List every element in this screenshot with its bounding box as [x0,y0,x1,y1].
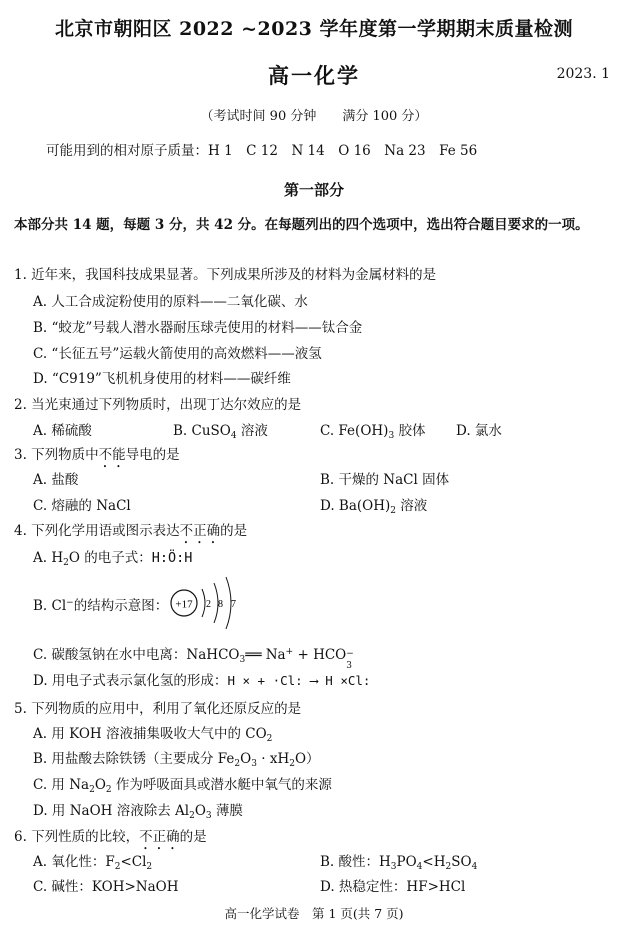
question-1-option-d: D. “C919”飞机机身使用的材料——碳纤维 [33,371,291,387]
question-3-stem: 3. 下列物质中不能导电的是 [14,447,180,463]
nucleus-charge: +17 [175,598,193,611]
chloride-structure-diagram [168,573,248,633]
question-5-option-d: D. 用 NaOH 溶液除去 $Al_2O_3$ 薄膜 [33,803,243,821]
question-4-option-d: D. 用电子式表示氯化氢的形成：H × + ·Cl: ⟶ H ×Cl: [33,673,371,689]
question-3-option-d: D. $Ba(OH)_2$ 溶液 [320,498,428,516]
section-instructions: 本部分共 14 题，每题 3 分，共 42 分。在每题列出的四个选项中，选出符合题目要求的一项。 [14,217,589,233]
question-2-option-a: A. 稀硫酸 [33,423,92,439]
question-2-option-c: C. $Fe(OH)_3$ 胶体 [320,423,426,441]
page-footer: 高一化学试卷 第 1 页(共 7 页) [224,906,404,921]
shell-count-2: 8 [218,599,223,610]
question-2-option-d: D. 氯水 [456,423,502,439]
question-1-option-a: A. 人工合成淀粉使用的原料——二氧化碳、水 [33,294,308,310]
exam-title: 北京市朝阳区 2022 ~2023 学年度第一学期期末质量检测 [54,18,574,40]
exam-subject: 高一化学 [268,63,360,88]
question-5-option-c: C. 用 $Na_2O_2$ 作为呼吸面具或潜水艇中氧气的来源 [33,777,332,795]
water-electron-formula: H:Ö:H [151,550,193,566]
shell-count-1: 2 [206,599,211,610]
question-6-option-a: A. 氧化性：$F_2<Cl_2$ [33,854,153,872]
exam-date: 2023. 1 [556,66,610,82]
question-4-option-c: C. 碳酸氢钠在水中电离：NaHCO$_3$══ Na+ + HCO − 3 [33,647,354,671]
question-1-option-c: C. “长征五号”运载火箭使用的高效燃料——液氢 [33,346,322,362]
question-5-stem: 5. 下列物质的应用中，利用了氧化还原反应的是 [14,701,302,717]
atomic-masses: 可能用到的相对原子质量：H 1 C 12 N 14 O 16 Na 23 Fe 56 [46,143,478,159]
shell-count-3: 7 [231,599,236,610]
question-1-option-b: B. “蛟龙”号载人潜水器耐压球壳使用的材料——钛合金 [33,320,363,336]
question-5-option-b: B. 用盐酸去除铁锈（主要成分 $Fe_2O_3 \cdot xH_2O$） [33,751,320,769]
shell-arc-1 [202,589,205,617]
question-6-stem: 6. 下列性质的比较，不正确的是 [14,829,207,845]
question-4-option-a: A. $H_2O$ 的电子式：H:Ö:H [33,550,193,568]
section-title: 第一部分 [283,181,344,199]
question-6-option-b: B. 酸性：$H_3PO_4<H_2SO_4$ [320,854,478,872]
question-3-option-a: A. 盐酸 [33,472,79,488]
question-3-option-b: B. 干燥的 NaCl 固体 [320,472,450,488]
question-1-stem: 1. 近年来，我国科技成果显著。下列成果所涉及的材料为金属材料的是 [14,267,437,283]
hcl-formation-formula: H × + ·Cl: ⟶ H ×Cl: [227,673,371,688]
question-2-stem: 2. 当光束通过下列物质时，出现丁达尔效应的是 [14,397,302,413]
question-3-option-c: C. 熔融的 NaCl [33,498,131,514]
question-5-option-a: A. 用 KOH 溶液捕集吸收大气中的 $CO_2$ [33,726,273,744]
question-6-option-d: D. 热稳定性：HF>HCl [320,879,466,895]
exam-info: （考试时间 90 分钟 满分 100 分） [200,109,428,124]
question-4-stem: 4. 下列化学用语或图示表达不正确的是 [14,523,248,539]
question-2-option-b: B. CuSO$_4$ 溶液 [173,423,268,441]
question-6-option-c: C. 碱性：KOH>NaOH [33,879,179,895]
question-4-option-b: B. Cl−的结构示意图： [33,598,169,614]
